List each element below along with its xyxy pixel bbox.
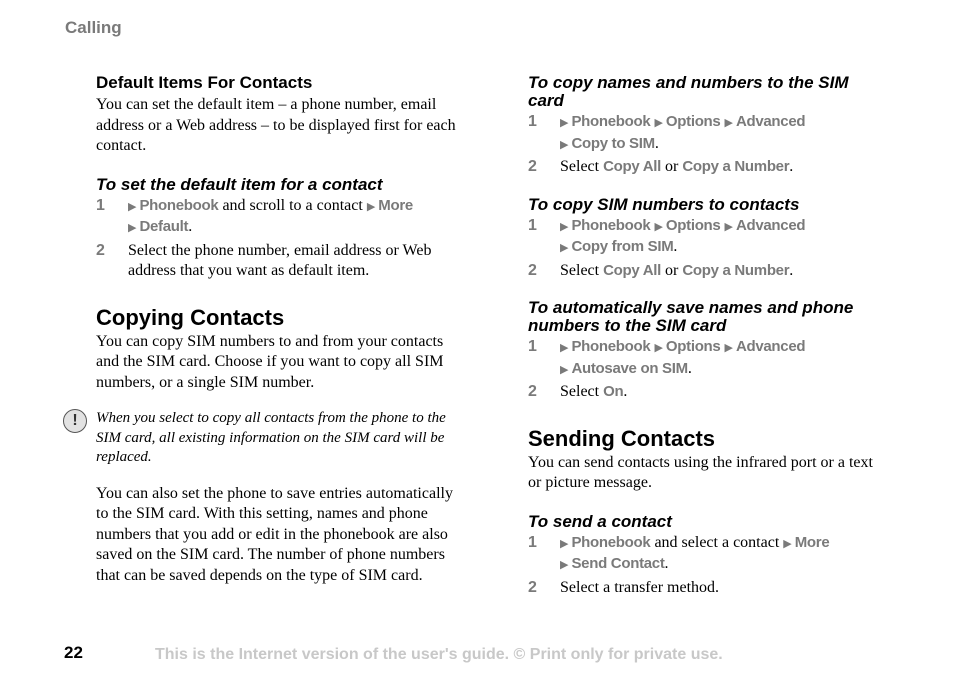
menu-item-more: More: [378, 196, 413, 214]
copy-from-sim-steps: [528, 216, 883, 282]
step-item: 2 Select the phone number, email address or Web address that you want as default item.: [96, 241, 432, 279]
arrow-right-icon: ▶: [560, 138, 569, 151]
arrow-right-icon: ▶: [654, 342, 663, 354]
left-column: [72, 73, 468, 586]
menu-item-options: Options: [665, 216, 721, 234]
step-item: 1 ▶ Phonebook ▶ Options ▶ Advanced ▶ Copy to SIM.: [528, 113, 806, 152]
autosave-body: You can also set the phone to save entries automatically to the SIM card. With this setting, names and phone numbers that you add or edit in the phonebook are also saved on the SIM card. The number of phone numbers that can be saved depends on the type of SIM card.: [96, 484, 453, 584]
arrow-right-icon: ▶: [560, 537, 569, 550]
menu-item-advanced: Advanced: [735, 216, 806, 234]
step-number: 1: [528, 216, 537, 234]
menu-item-default: Default: [139, 218, 189, 235]
arrow-right-icon: ▶: [560, 363, 569, 376]
step-item: 1 ▶ Phonebook and scroll to a contact ▶ More ▶ Default.: [96, 196, 413, 235]
menu-item-copy-all: Copy All: [603, 158, 661, 175]
step-item: 2 Select On.: [528, 382, 883, 403]
send-contact-heading: To send a contact: [528, 511, 672, 531]
arrow-right-icon: ▶: [128, 200, 137, 213]
footer-notice: This is the Internet version of the user's guide. © Print only for private use.: [155, 646, 723, 663]
arrow-right-icon: ▶: [560, 242, 569, 254]
step-number: 2: [528, 158, 537, 175]
menu-item-advanced: Advanced: [735, 113, 806, 130]
menu-item-more: More: [794, 533, 830, 551]
arrow-right-icon: ▶: [560, 117, 569, 129]
step-number: 1: [528, 338, 537, 355]
set-default-heading: To set the default item for a contact: [96, 174, 383, 194]
menu-item-copy-to-sim: Copy to SIM: [571, 134, 655, 152]
menu-item-on: On: [603, 383, 624, 400]
copying-contacts-body: You can copy SIM numbers to and from your contacts and the SIM card. Choose if you want to copy all SIM numbers, or a single SIM number.: [96, 332, 444, 391]
step-item: 2 Select Copy All or Copy a Number.: [528, 157, 883, 178]
step-number: 1: [96, 196, 105, 214]
copy-to-sim-steps: [528, 112, 883, 178]
send-contact-steps: [528, 533, 883, 599]
menu-item-copy-a-number: Copy a Number: [682, 158, 790, 175]
autosave-steps: [528, 337, 883, 403]
page-number: 22: [64, 643, 83, 662]
step-number: 1: [528, 113, 537, 130]
default-items-body: You can set the default item – a phone number, email address or a Web address – to be displayed first for each contact.: [96, 96, 456, 154]
autosave-heading: To automatically save names and phone numbers to the SIM card: [528, 298, 854, 335]
arrow-right-icon: ▶: [724, 220, 733, 233]
sending-contacts-body: You can send contacts using the infrared port or a text or picture message.: [528, 453, 873, 491]
sending-contacts-heading: Sending Contacts: [528, 425, 716, 451]
arrow-right-icon: ▶: [560, 559, 569, 571]
step-item: 1 ▶ Phonebook ▶ Options ▶ Advanced ▶ Copy from SIM.: [528, 216, 806, 255]
menu-item-phonebook: Phonebook: [571, 533, 651, 551]
arrow-right-icon: ▶: [724, 342, 733, 354]
arrow-right-icon: ▶: [366, 200, 376, 213]
arrow-right-icon: ▶: [560, 342, 569, 354]
menu-item-phonebook: Phonebook: [139, 196, 219, 214]
step-number: 2: [528, 261, 537, 279]
arrow-right-icon: ▶: [783, 537, 792, 550]
menu-item-autosave-on-sim: Autosave on SIM: [571, 359, 688, 377]
menu-item-copy-all: Copy All: [603, 261, 661, 279]
menu-item-phonebook: Phonebook: [571, 113, 651, 130]
arrow-right-icon: ▶: [560, 220, 569, 233]
menu-item-advanced: Advanced: [735, 338, 806, 355]
arrow-right-icon: ▶: [128, 222, 137, 234]
exclamation-icon: !: [63, 409, 87, 433]
menu-item-options: Options: [665, 113, 721, 130]
default-items-heading: Default Items For Contacts: [96, 73, 313, 92]
arrow-right-icon: ▶: [724, 117, 733, 129]
arrow-right-icon: ▶: [654, 117, 663, 129]
running-header: Calling: [65, 18, 122, 37]
menu-item-send-contact: Send Contact: [571, 555, 665, 572]
arrow-right-icon: ▶: [654, 220, 663, 233]
step-number: 2: [96, 241, 105, 259]
menu-item-phonebook: Phonebook: [571, 338, 651, 355]
copy-to-sim-heading: To copy names and numbers to the SIM card: [528, 73, 849, 110]
step-item: 1 ▶ Phonebook ▶ Options ▶ Advanced ▶ Autosave on SIM.: [528, 338, 806, 377]
set-default-steps: [96, 196, 468, 282]
menu-item-copy-a-number: Copy a Number: [682, 261, 790, 279]
step-item: 2 Select a transfer method.: [528, 578, 883, 599]
step-number: 2: [528, 383, 537, 400]
copying-contacts-heading: Copying Contacts: [96, 304, 285, 330]
note-text: When you select to copy all contacts from the phone to the SIM card, all existing information on the SIM card will be replaced.: [96, 410, 446, 465]
menu-item-phonebook: Phonebook: [571, 216, 651, 234]
menu-item-options: Options: [665, 338, 721, 355]
menu-item-copy-from-sim: Copy from SIM: [571, 238, 674, 255]
note-box: [72, 409, 468, 468]
step-item: 2 Select Copy All or Copy a Number.: [528, 261, 883, 282]
right-column: [528, 74, 883, 600]
step-item: 1 ▶ Phonebook and select a contact ▶ More ▶ Send Contact.: [528, 533, 830, 572]
copy-from-sim-heading: To copy SIM numbers to contacts: [528, 194, 800, 214]
step-number: 2: [528, 578, 537, 596]
step-number: 1: [528, 533, 537, 551]
